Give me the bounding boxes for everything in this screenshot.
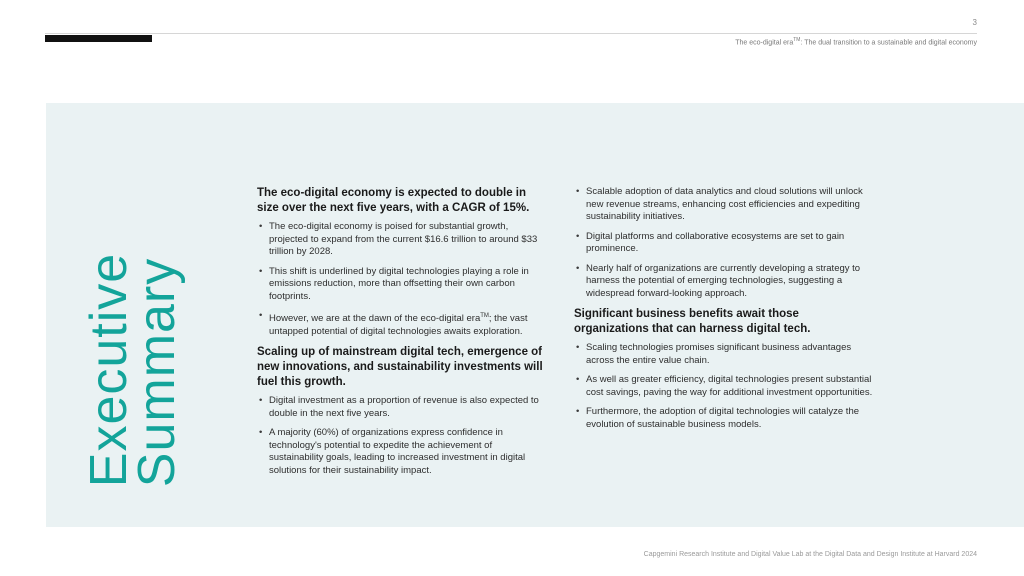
list-item: • The eco-digital economy is poised for substantial growth, projected to expand from the current $16.6 trillion to around $33 trillion by 2028.	[257, 221, 543, 259]
list-item: • Scalable adoption of data analytics and cloud solutions will unlock new revenue streams, enhancing cost efficiencies and expediting sustainability initiatives.	[574, 186, 876, 224]
left-bullets-2	[257, 395, 543, 477]
section-title-line1: Executive	[80, 252, 139, 488]
list-item: • As well as greater efficiency, digital technologies present substantial cost savings, paving the way for additional investment opportunities.	[574, 374, 876, 399]
section-title-line2: Summary	[128, 257, 187, 488]
list-item: • Furthermore, the adoption of digital technologies will catalyze the evolution of sustainable business models.	[574, 406, 876, 431]
running-title-main: The eco-digital era	[735, 39, 794, 47]
right-bullets-2	[574, 342, 876, 431]
list-item: • Scaling technologies promises significant business advantages across the entire value chain.	[574, 342, 876, 367]
left-column	[257, 186, 543, 484]
right-heading: Significant business benefits await those organizations that can harness digital tech.	[574, 308, 811, 335]
header-accent-bar	[45, 35, 152, 42]
header-divider	[45, 33, 977, 34]
list-item: • Digital investment as a proportion of revenue is also expected to double in the next five years.	[257, 395, 543, 420]
list-item: • However, we are at the dawn of the eco-digital era™; the vast untapped potential of digital technologies awaits exploration.	[257, 310, 543, 338]
running-title	[735, 37, 977, 46]
right-bullets-1	[574, 186, 876, 300]
list-item: • This shift is underlined by digital technologies playing a role in emissions reduction, more than offsetting their own carbon footprints.	[257, 266, 543, 304]
list-item: • A majority (60%) of organizations express confidence in technology's potential to expedite the achievement of sustainability goals, leading to increased investment in digital solutions for their sustainability impact.	[257, 427, 543, 477]
left-bullets-1	[257, 221, 543, 338]
list-item: • Nearly half of organizations are currently developing a strategy to harness the potential of emerging technologies, suggesting a widespread forward-looking approach.	[574, 263, 876, 301]
left-heading-2: Scaling up of mainstream digital tech, emergence of new innovations, and sustainability investments will fuel this growth.	[257, 346, 543, 389]
footer-credit: Capgemini Research Institute and Digital Value Lab at the Digital Data and Design Institute at Harvard 2024	[643, 551, 977, 558]
running-title-trademark: TM	[793, 37, 801, 43]
section-title	[80, 230, 186, 510]
running-title-rest: : The dual transition to a sustainable and digital economy	[800, 39, 977, 47]
right-column	[574, 186, 876, 438]
page-number: 3	[972, 18, 977, 27]
left-heading-1: The eco-digital economy is expected to double in size over the next five years, with a CAGR of 15%.	[257, 187, 530, 214]
list-item: • Digital platforms and collaborative ecosystems are set to gain prominence.	[574, 231, 876, 256]
